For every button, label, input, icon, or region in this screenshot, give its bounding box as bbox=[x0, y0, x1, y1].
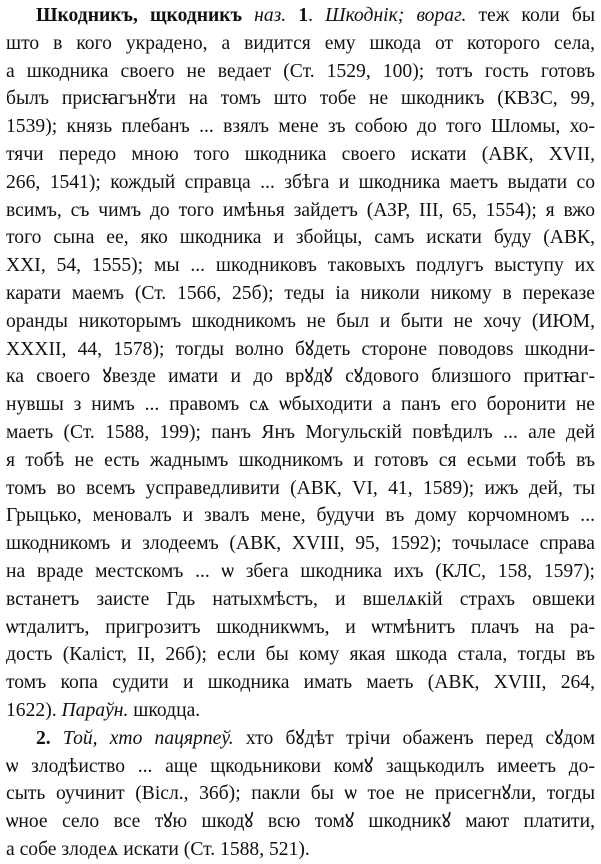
entry-line-1: Шкодникъ, щкодникъ наз. 1. Шкоднік; вораг. теж коли бы bbox=[36, 5, 595, 26]
citation-text: теж коли бы bbox=[466, 5, 595, 26]
entry-line-sense-2 bbox=[6, 725, 595, 753]
citation-line: ка своего ꙋвезде имати и до врꙋдꙋ сꙋдового близшого притꙗг- bbox=[6, 366, 595, 388]
sense-number-1: 1 bbox=[298, 5, 309, 26]
headword: Шкодникъ, щкодникъ bbox=[36, 5, 243, 26]
sense-number-2: 2. bbox=[36, 727, 51, 749]
citation-line: XXXII, 44, 1578); тогды волно бꙋдеть стороне поводовѕ шкодни- bbox=[6, 338, 595, 360]
citation-line: на враде местскомъ ... ѡ збега шкодника ихъ (КЛС, 158, 1597); bbox=[6, 560, 595, 582]
citation-line: а шкодника своего не ведает (Ст. 1529, 100); тотъ гость готовъ bbox=[6, 60, 595, 82]
citation-line: былъ присꙗгънꙋти на томъ што тобе не шкодникъ (КВЗС, 99, bbox=[6, 88, 595, 110]
citation-line: нувшы з нимъ ... правомъ сѧ ѡбыходити а панъ его боронити не bbox=[6, 394, 595, 416]
citation-line: карати маемъ (Ст. 1566, 25б); теды іа николи никому в перекaзе bbox=[6, 282, 595, 304]
citation-line: Грыцько, меновалъ и звалъ мене, будучи въ дому корчомномъ ... bbox=[6, 505, 595, 527]
citation-line: ѡ злодѣиство ... аще щкодьникови комꙋ защькодилъ имеетъ до- bbox=[6, 755, 595, 777]
citation-line: што в кого украдено, а видится ему шкода от которого села, bbox=[6, 32, 595, 54]
citation-line-final bbox=[6, 697, 595, 725]
grammar-label: наз. bbox=[254, 5, 287, 26]
citation-line: XXI, 54, 1555); мы ... шкодниковъ таковыхъ подлугъ выступу их bbox=[6, 255, 595, 277]
citation-line: маеть (Ст. 1588, 199); панъ Янъ Могульскій повѣдилъ ... але дей bbox=[6, 421, 595, 443]
citation-text: 1622). bbox=[6, 699, 57, 721]
citation-line: дость (Калiст, II, 26б); если бы кому якая шкода стала, тогды въ bbox=[6, 644, 595, 666]
citation-line: ѡтдалитъ, пригрозитъ шкодникѡмъ, и ѡтмѣнитъ плачъ на ра- bbox=[6, 616, 595, 638]
citation-line: того сына ее, яко шкодника и збойцы, самъ искати буду (АВК, bbox=[6, 227, 595, 249]
cross-ref-label: Параўн. bbox=[61, 699, 129, 721]
citation-line: сыть оучинит (Віcл., 36б); пакли бы ѡ тое не присегнꙋли, тогды bbox=[6, 783, 595, 805]
citation-line: ѡное село все тꙋю шкодꙋ всю томꙋ шкодникꙋ мают платити, bbox=[6, 811, 595, 833]
cross-ref-word: шкодца. bbox=[128, 699, 201, 721]
citation-text: хто бꙋдѣт трiчи обаженъ перед сꙋдом bbox=[233, 727, 595, 749]
citation-line: встанетъ заисте Гдь натыхмѣстъ, и вшелѧкій страхъ овшеки bbox=[6, 588, 595, 610]
citation-line: томъ во всемъ усправедливити (АВК, VI, 41, 1589); ижъ дей, ты bbox=[6, 477, 595, 499]
citation-line-final: а собе злодеѧ искати (Ст. 1588, 521). bbox=[6, 838, 310, 860]
gloss-1: Шкоднік; вораг. bbox=[325, 5, 467, 26]
citation-line: я тобѣ не есть жаднымъ шкодникомъ и готовъ ся есьми тобѣ въ bbox=[6, 449, 595, 471]
gloss-2: Той, хто пацярпеў. bbox=[50, 727, 234, 749]
citation-line: оранды никоторымъ шкодникомъ не был и быти не хочу (ИЮМ, bbox=[6, 310, 595, 332]
citation-line: томъ копа судити и шкодника имать маеть (АВК, XVIII, 264, bbox=[6, 672, 595, 694]
citation-line: тячи передо мною того шкодника своего искати (АВК, XVII, bbox=[6, 143, 595, 165]
citation-line: шкодникомъ и злодеемъ (АВК, XVIII, 95, 1592); точыласе справа bbox=[6, 533, 595, 555]
citation-line: всимъ, съ чимъ до того имѣнья зайдетъ (АЗР, III, 65, 1554); я вжо bbox=[6, 199, 595, 221]
citation-line: 266, 1541); кождый справца ... збѣга и шкодника маетъ выдати со bbox=[6, 171, 595, 193]
citation-line: 1539); князь плебанъ ... взялъ мене зъ собою до того Шломы, хо- bbox=[6, 116, 595, 138]
